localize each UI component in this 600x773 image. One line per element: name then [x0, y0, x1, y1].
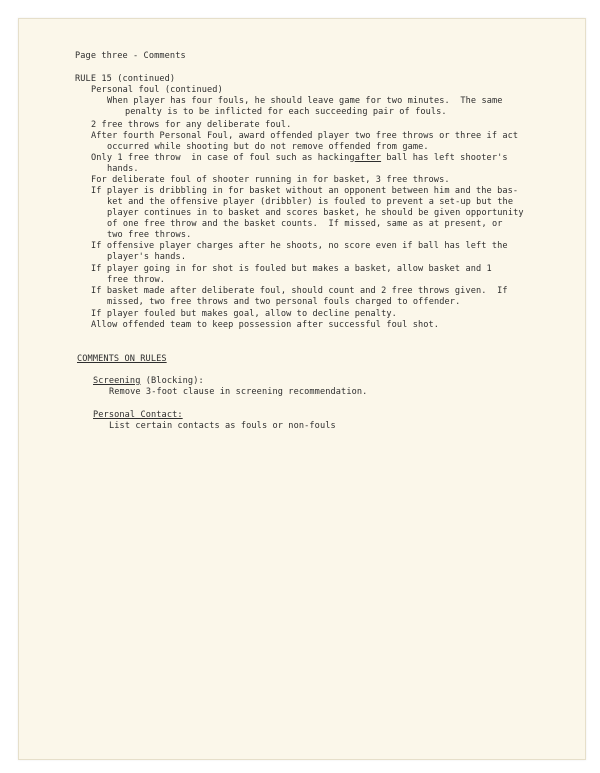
screening-text: Remove 3-foot clause in screening recommendation. [109, 387, 368, 397]
rule-line: If player fouled but makes goal, allow to decline penalty. [91, 309, 397, 319]
rule-line: If basket made after deliberate foul, should count and 2 free throws given. If [91, 286, 508, 296]
rule-line: player's hands. [107, 252, 187, 262]
rule-subheading: Personal foul (continued) [91, 85, 223, 95]
rule-line: When player has four fouls, he should leave game for two minutes. The same [107, 96, 503, 106]
page-header: Page three - Comments [75, 51, 186, 61]
rule-line: hands. [107, 164, 139, 174]
rule-line: For deliberate foul of shooter running in for basket, 3 free throws. [91, 175, 450, 185]
underlined-word: after [354, 153, 382, 163]
rule-line: Allow offended team to keep possession after successful foul shot. [91, 320, 440, 330]
screening-suffix: (Blocking): [140, 376, 204, 386]
rule-line-part: Only 1 free throw in case of foul such as hacking [91, 153, 355, 163]
rule-line: free throw. [107, 275, 166, 285]
personal-contact-text: List certain contacts as fouls or non-fouls [109, 421, 336, 431]
rule-line: If player going in for shot is fouled but makes a basket, allow basket and 1 [91, 264, 492, 274]
comments-heading: COMMENTS ON RULES [77, 354, 167, 364]
personal-contact-title: Personal Contact: [93, 410, 183, 420]
rule-line: occurred while shooting but do not remove offended from game. [107, 142, 429, 152]
rule-line-part: ball has left shooter's [381, 153, 508, 163]
rule-line: 2 free throws for any deliberate foul. [91, 120, 292, 130]
rule-line: ket and the offensive player (dribbler) is fouled to prevent a set-up but the [107, 197, 514, 207]
rule-line [91, 153, 508, 163]
rule-line: missed, two free throws and two personal fouls charged to offender. [107, 297, 461, 307]
rule-heading: RULE 15 (continued) [75, 74, 176, 84]
rule-line: After fourth Personal Foul, award offended player two free throws or three if act [91, 131, 519, 141]
rule-line: two free throws. [107, 230, 192, 240]
screening-label: Screening [93, 376, 141, 386]
screening-title [93, 376, 204, 386]
rule-line: If offensive player charges after he shoots, no score even if ball has left the [91, 241, 508, 251]
rule-line: player continues in to basket and scores basket, he should be given opportunity [107, 208, 524, 218]
rule-line: If player is dribbling in for basket without an opponent between him and the bas- [91, 186, 519, 196]
rule-line: of one free throw and the basket counts. If missed, same as at present, or [107, 219, 503, 229]
rule-line: penalty is to be inflicted for each succeeding pair of fouls. [125, 107, 447, 117]
